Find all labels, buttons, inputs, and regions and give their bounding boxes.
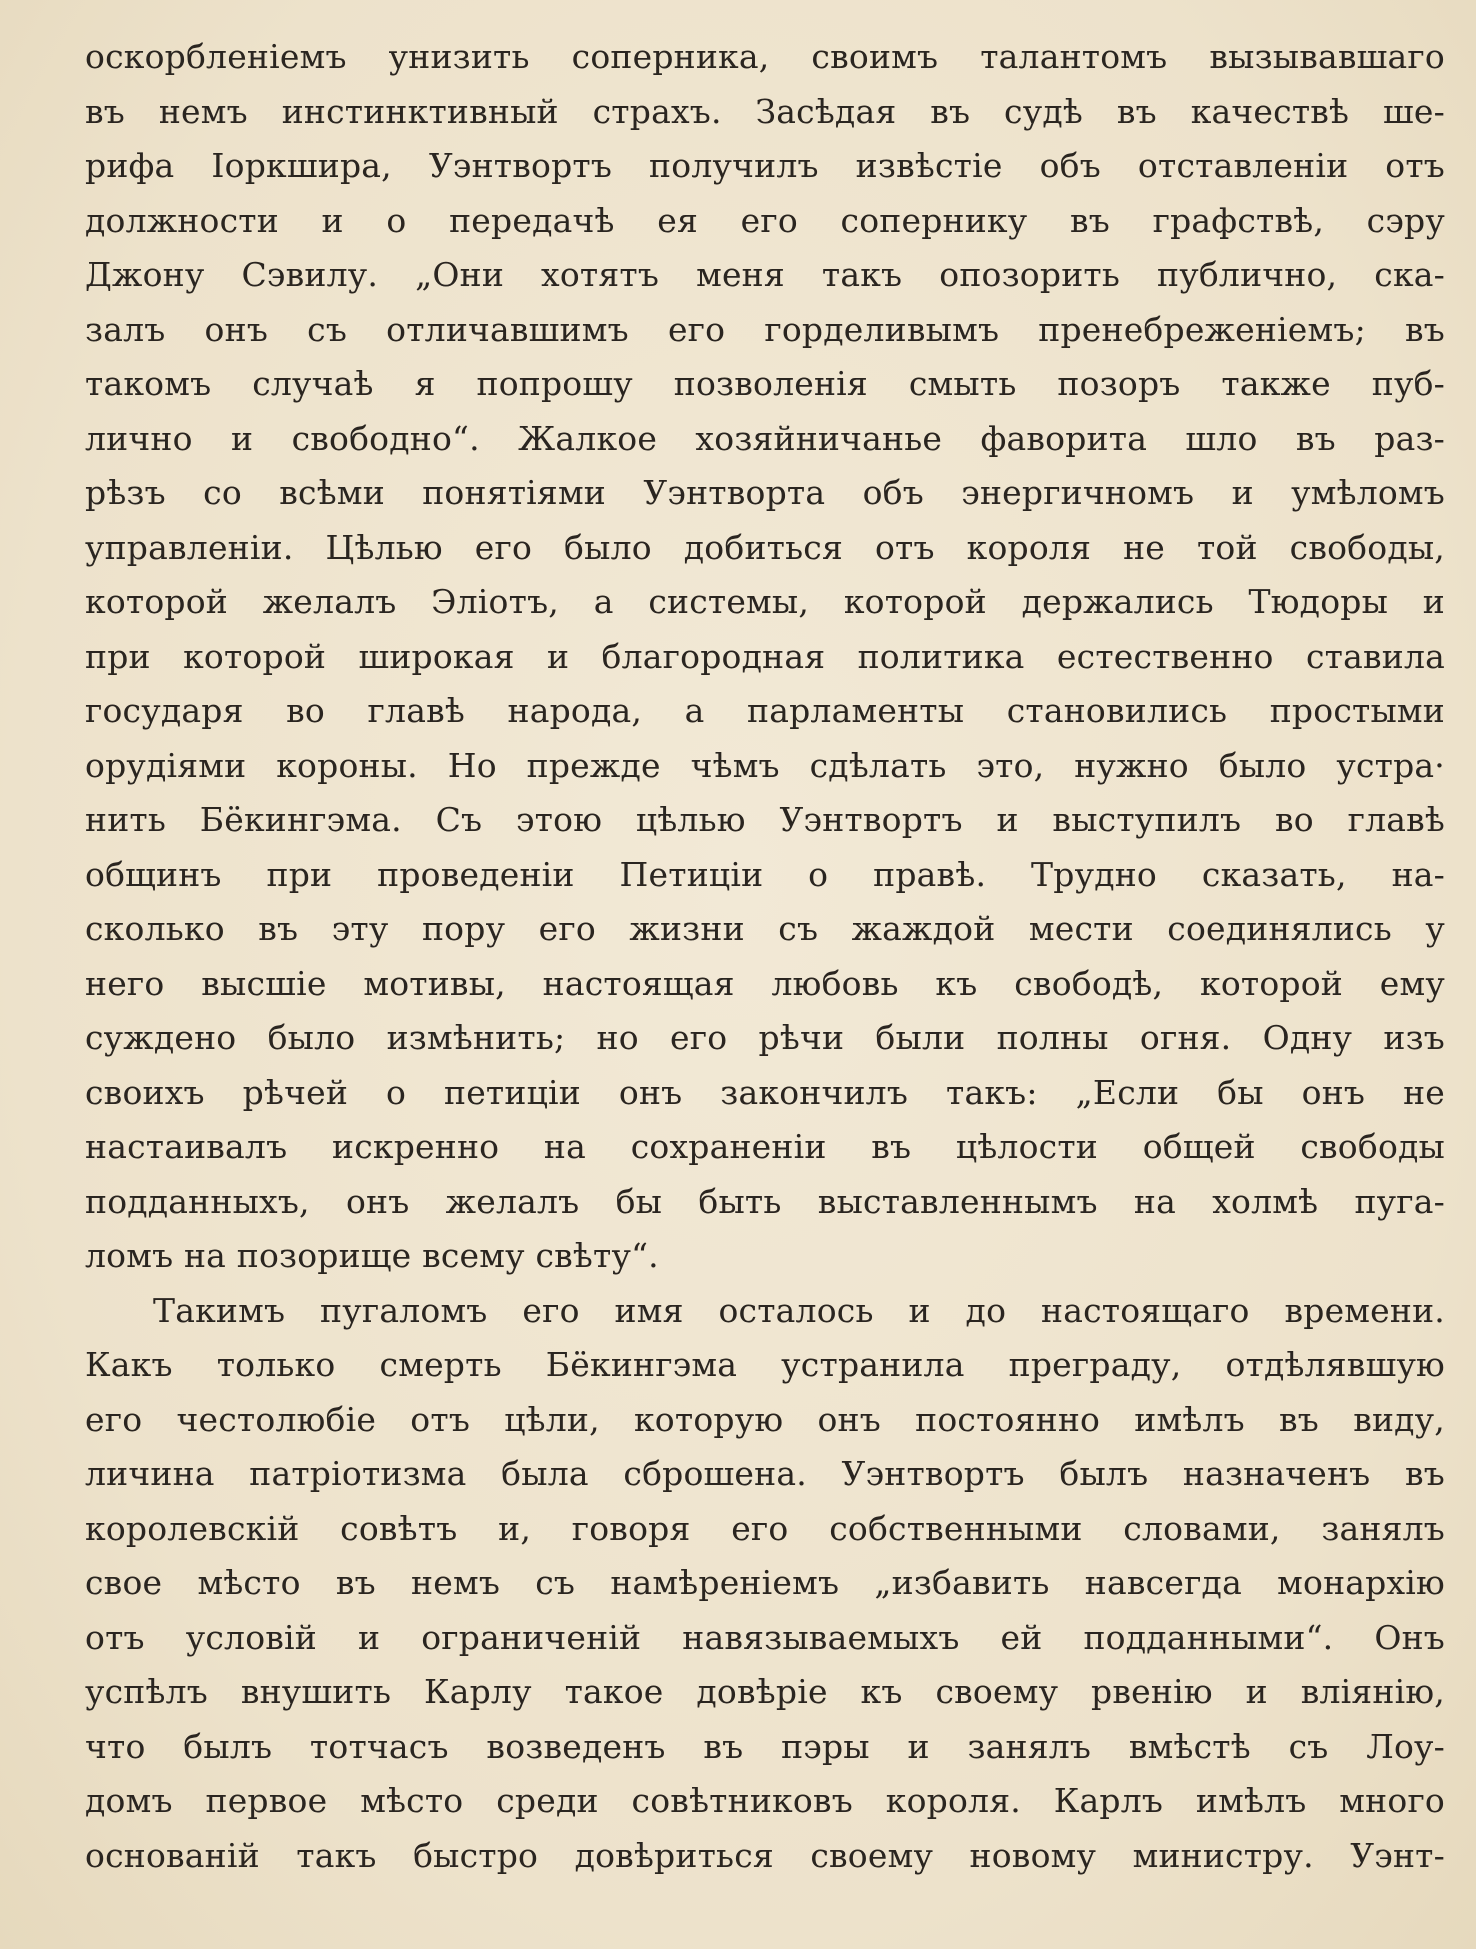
text-line: лично и свободно“. Жалкое хозяйничанье фаворита шло въ раз- [85, 418, 1445, 458]
text-line: него высшіе мотивы, настоящая любовь къ свободѣ, которой ему [85, 963, 1445, 1003]
text-line: въ немъ инстинктивный страхъ. Засѣдая въ судѣ въ качествѣ ше- [85, 91, 1445, 131]
text-line: личина патріотизма была сброшена. Уэнтвортъ былъ назначенъ въ [85, 1454, 1445, 1493]
text-line: залъ онъ съ отличавшимъ его горделивымъ пренебреженіемъ; въ [85, 309, 1445, 349]
text-line: рѣзъ со всѣми понятіями Уэнтворта объ энергичномъ и умѣломъ [85, 473, 1445, 512]
text-line: такомъ случаѣ я попрошу позволенія смыть позоръ также пуб- [85, 364, 1445, 403]
text-line: общинъ при проведеніи Петиціи о правѣ. Трудно сказать, на- [85, 854, 1445, 894]
paragraph-2 [85, 1284, 1445, 1884]
text-line: основаній такъ быстро довѣриться своему новому министру. Уэнт- [85, 1835, 1445, 1875]
text-line: при которой широкая и благородная политика естественно ставила [85, 636, 1445, 676]
text-line: нить Бёкингэма. Съ этою цѣлью Уэнтвортъ и выступилъ во главѣ [85, 800, 1445, 839]
text-line: подданныхъ, онъ желалъ бы быть выставленнымъ на холмѣ пуга- [85, 1181, 1445, 1221]
text-line: орудіями короны. Но прежде чѣмъ сдѣлать это, нужно было устра· [85, 745, 1445, 785]
text-line: оскорбленіемъ унизить соперника, своимъ талантомъ вызывавшаго [85, 37, 1445, 76]
text-line: своихъ рѣчей о петиціи онъ закончилъ такъ: „Если бы онъ не [85, 1072, 1445, 1112]
text-line: рифа Іоркшира, Уэнтвортъ получилъ извѣстіе объ отставленіи отъ [85, 146, 1445, 185]
text-line: успѣлъ внушить Карлу такое довѣріе къ своему рвенію и вліянію, [85, 1672, 1445, 1711]
page-text [85, 30, 1445, 1883]
text-line: Джону Сэвилу. „Они хотятъ меня такъ опозорить публично, ска- [85, 255, 1445, 294]
text-line: что былъ тотчасъ возведенъ въ пэры и занялъ вмѣстѣ съ Лоу- [85, 1726, 1445, 1766]
text-line: настаивалъ искренно на сохраненіи въ цѣлости общей свободы [85, 1127, 1445, 1166]
text-line: сколько въ эту пору его жизни съ жаждой мести соединялись у [85, 909, 1445, 948]
text-line: суждено было измѣнить; но его рѣчи были полны огня. Одну изъ [85, 1018, 1445, 1057]
text-line: ломъ на позорище всему свѣту“. [85, 1236, 659, 1275]
text-line: королевскій совѣтъ и, говоря его собственными словами, занялъ [85, 1508, 1445, 1548]
text-line: отъ условій и ограниченій навязываемыхъ ей подданными“. Онъ [85, 1617, 1445, 1657]
text-line: свое мѣсто въ немъ съ намѣреніемъ „избавить навсегда монархію [85, 1563, 1445, 1602]
text-line: домъ первое мѣсто среди совѣтниковъ короля. Карлъ имѣлъ много [85, 1781, 1445, 1820]
text-line: государя во главѣ народа, а парламенты становились простыми [85, 691, 1445, 730]
text-line: которой желалъ Эліотъ, а системы, которой держались Тюдоры и [85, 582, 1445, 621]
text-line: должности и о передачѣ ея его сопернику въ графствѣ, сэру [85, 200, 1445, 240]
text-line: Какъ только смерть Бёкингэма устранила преграду, отдѣлявшую [85, 1345, 1445, 1384]
paragraph-1 [85, 30, 1445, 1284]
text-line: управленіи. Цѣлью его было добиться отъ короля не той свободы, [85, 527, 1445, 567]
text-line: его честолюбіе отъ цѣли, которую онъ постоянно имѣлъ въ виду, [85, 1399, 1445, 1439]
text-line: Такимъ пугаломъ его имя осталось и до настоящаго времени. [153, 1290, 1445, 1330]
